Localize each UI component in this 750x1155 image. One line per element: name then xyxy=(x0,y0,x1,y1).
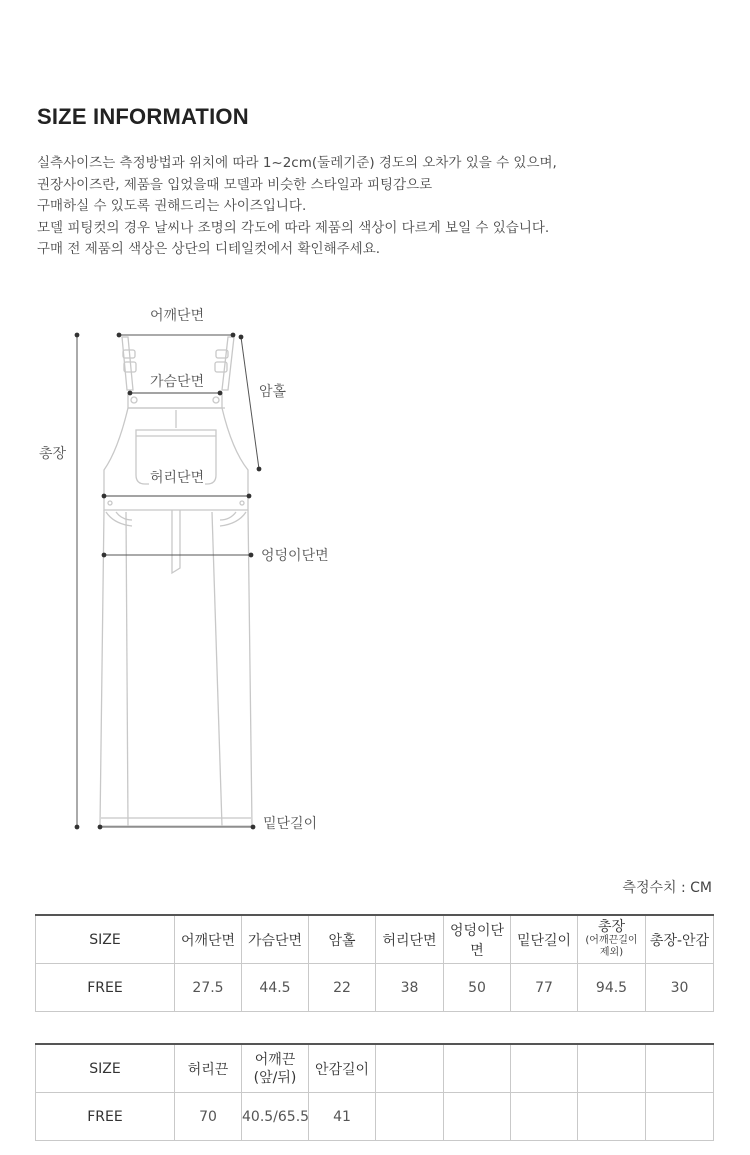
cell-lining-length: 41 xyxy=(309,1093,376,1141)
col-waist: 허리단면 xyxy=(376,915,444,964)
col-chest: 가슴단면 xyxy=(242,915,309,964)
col-size: SIZE xyxy=(36,1044,175,1093)
cell-armhole: 22 xyxy=(309,964,376,1012)
total-length-label: 총장 xyxy=(38,443,67,463)
shoulder-width-label: 어깨단면 xyxy=(149,305,205,325)
col-lining-length: 안감길이 xyxy=(309,1044,376,1093)
garment-outline xyxy=(100,337,252,826)
notice-line: 권장사이즈란, 제품을 입었을때 모델과 비슷한 스타일과 피팅감으로 xyxy=(37,176,433,193)
overall-dress-drawing xyxy=(0,290,750,850)
col-size: SIZE xyxy=(36,915,175,964)
col-total-length xyxy=(578,915,646,964)
empty-cell xyxy=(444,1093,511,1141)
cell-chest: 44.5 xyxy=(242,964,309,1012)
waist-width-label: 허리단면 xyxy=(149,467,205,487)
col-shoulder: 어깨단면 xyxy=(175,915,242,964)
cell-waist: 38 xyxy=(376,964,444,1012)
table-header-row xyxy=(36,915,714,964)
empty-cell xyxy=(511,1093,578,1141)
cell-total-lining: 30 xyxy=(646,964,714,1012)
total-length-header: 총장 xyxy=(597,919,626,935)
empty-cell xyxy=(646,1044,714,1093)
notice-line: 구매 전 제품의 색상은 상단의 디테일컷에서 확인해주세요. xyxy=(37,241,381,257)
size-table-straps xyxy=(35,1043,714,1141)
cell-hip: 50 xyxy=(444,964,511,1012)
page-title: SIZE INFORMATION xyxy=(37,104,249,129)
empty-cell xyxy=(444,1044,511,1093)
empty-cell xyxy=(578,1044,646,1093)
hem-width-label: 밑단길이 xyxy=(262,813,318,833)
total-length-note-2: 제외) xyxy=(599,947,624,958)
cell-hem: 77 xyxy=(511,964,578,1012)
col-hip: 엉덩이단면 xyxy=(444,915,511,964)
shoulder-strap-header: 어깨끈 xyxy=(254,1051,296,1068)
cell-size: FREE xyxy=(36,1093,175,1141)
notice-line: 모델 피팅컷의 경우 날씨나 조명의 각도에 따라 제품의 색상이 다르게 보일 수 있습니다. xyxy=(37,219,550,236)
total-length-note: (어깨끈길이 xyxy=(585,935,638,946)
chest-width-label: 가슴단면 xyxy=(149,371,205,391)
armhole-label: 암홀 xyxy=(258,381,287,401)
measurement-diagram xyxy=(0,290,750,850)
hip-width-label: 엉덩이단면 xyxy=(260,545,330,565)
cell-total-length: 94.5 xyxy=(578,964,646,1012)
cell-shoulder: 27.5 xyxy=(175,964,242,1012)
col-waist-strap: 허리끈 xyxy=(175,1044,242,1093)
col-shoulder-strap xyxy=(242,1044,309,1093)
table-row xyxy=(36,1093,714,1141)
empty-cell xyxy=(578,1093,646,1141)
shoulder-strap-note: (앞/뒤) xyxy=(253,1069,297,1086)
cell-shoulder-strap: 40.5/65.5 xyxy=(242,1093,309,1141)
size-table-main xyxy=(35,914,714,1012)
col-hem: 밑단길이 xyxy=(511,915,578,964)
notice-line: 실측사이즈는 측정방법과 위치에 따라 1~2cm(둘레기준) 경도의 오차가 있을 수 있으며, xyxy=(37,155,557,171)
cell-size: FREE xyxy=(36,964,175,1012)
notice-line: 구매하실 수 있도록 권해드리는 사이즈입니다. xyxy=(37,198,307,214)
col-total-lining: 총장-안감 xyxy=(646,915,714,964)
empty-cell xyxy=(646,1093,714,1141)
col-armhole: 암홀 xyxy=(309,915,376,964)
empty-cell xyxy=(376,1044,444,1093)
empty-cell xyxy=(511,1044,578,1093)
table-row xyxy=(36,964,714,1012)
unit-label: 측정수치 : CM xyxy=(622,880,712,896)
empty-cell xyxy=(376,1093,444,1141)
table-header-row xyxy=(36,1044,714,1093)
cell-waist-strap: 70 xyxy=(175,1093,242,1141)
measure-lines xyxy=(77,335,259,827)
size-notice xyxy=(37,153,727,261)
